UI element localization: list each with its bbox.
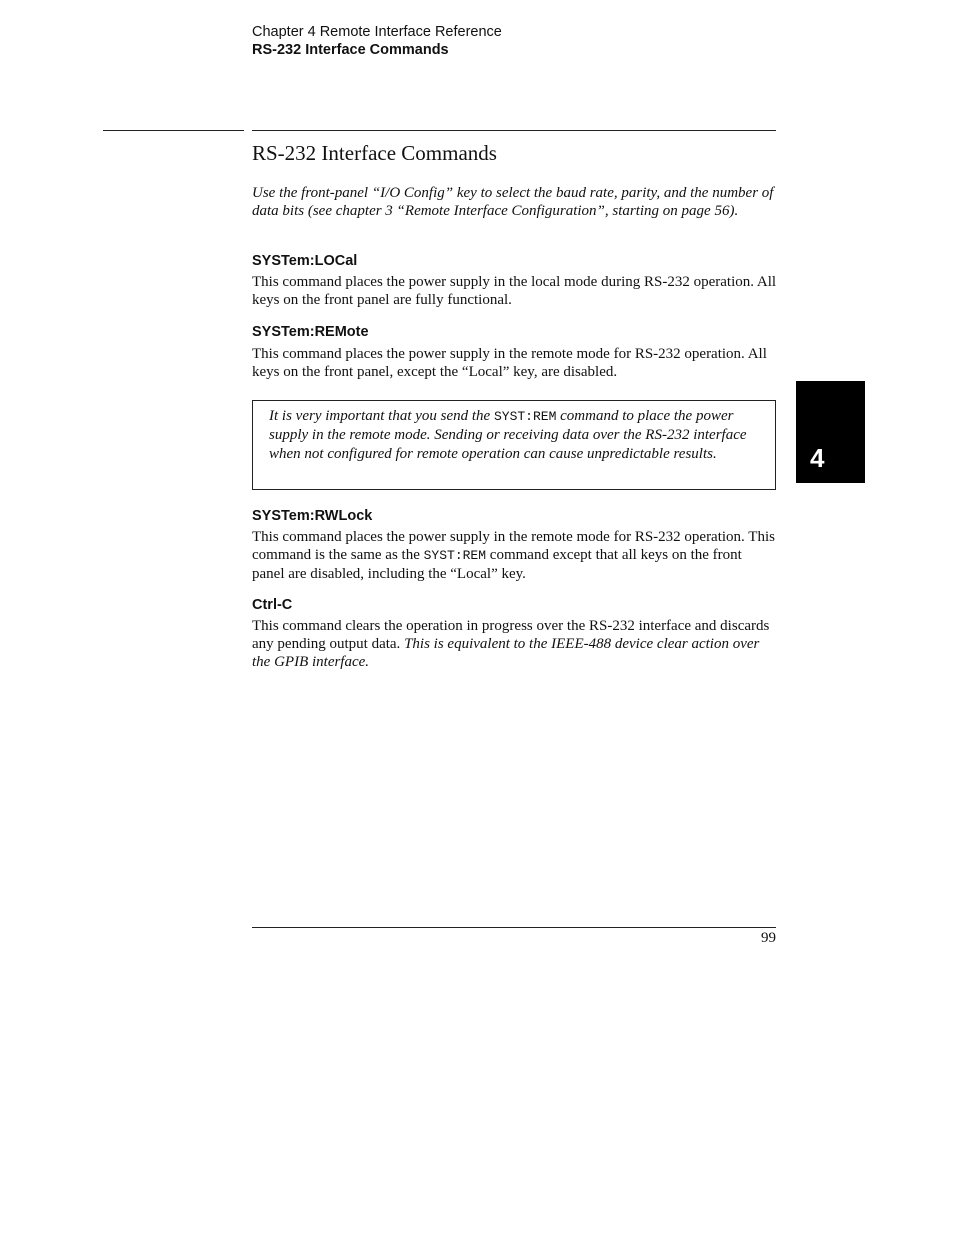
- left-margin-rule: [103, 130, 244, 131]
- caution-note-code: SYST:REM: [493, 409, 557, 424]
- rwlock-text-after: command except that all keys on the front panel are disabled, including the “Local” key.: [252, 547, 742, 582]
- chapter-thumb-tab: [796, 381, 865, 483]
- caution-note-text: [269, 407, 773, 464]
- command-heading-remote: SYSTem:REMote: [252, 324, 369, 340]
- chapter-thumb-tab-number: 4: [810, 443, 825, 473]
- caution-note-text-before: It is very important that you send the: [269, 408, 494, 424]
- ctrl-c-italic-text: This is equivalent to the IEEE-488 device clear action over the GPIB interface.: [252, 636, 760, 670]
- running-header-chapter: Chapter 4 Remote Interface Reference: [252, 24, 502, 40]
- intro-paragraph: Use the front-panel “I/O Config” key to select the baud rate, parity, and the number of data bits (see chapter 3 “Remote Interface Configuration”, starting on page 56).: [252, 185, 774, 219]
- title-rule: [252, 130, 776, 131]
- caution-note-text-after: command to place the power supply in the remote mode. Sending or receiving data over the RS-232 interface when not configured for remote operation can cause unpredictable results.: [269, 408, 747, 462]
- command-heading-rwlock: SYSTem:RWLock: [252, 508, 373, 524]
- command-description-local: This command places the power supply in the local mode during RS-232 operation. All keys on the front panel are fully functional.: [252, 274, 777, 308]
- footer-rule: [252, 927, 776, 928]
- page-number: 99: [761, 930, 776, 946]
- command-description-rwlock: [252, 528, 778, 583]
- caution-note-box: [252, 400, 776, 490]
- ctrl-c-text: This command clears the operation in progress over the RS-232 interface and discards any pending output data.: [252, 618, 770, 652]
- rwlock-code: SYST:REM: [423, 548, 487, 563]
- command-heading-ctrl-c: Ctrl-C: [252, 597, 293, 613]
- command-description-ctrl-c: [252, 617, 778, 671]
- rwlock-text-before: This command places the power supply in the remote mode for RS-232 operation. This command is the same as the: [252, 529, 775, 563]
- running-header-section: RS-232 Interface Commands: [252, 42, 449, 58]
- command-description-remote: This command places the power supply in the remote mode for RS-232 operation. All keys on the front panel, except the “Local” key, are disabled.: [252, 346, 767, 380]
- command-heading-local: SYSTem:LOCal: [252, 253, 358, 269]
- section-title: RS-232 Interface Commands: [252, 141, 497, 165]
